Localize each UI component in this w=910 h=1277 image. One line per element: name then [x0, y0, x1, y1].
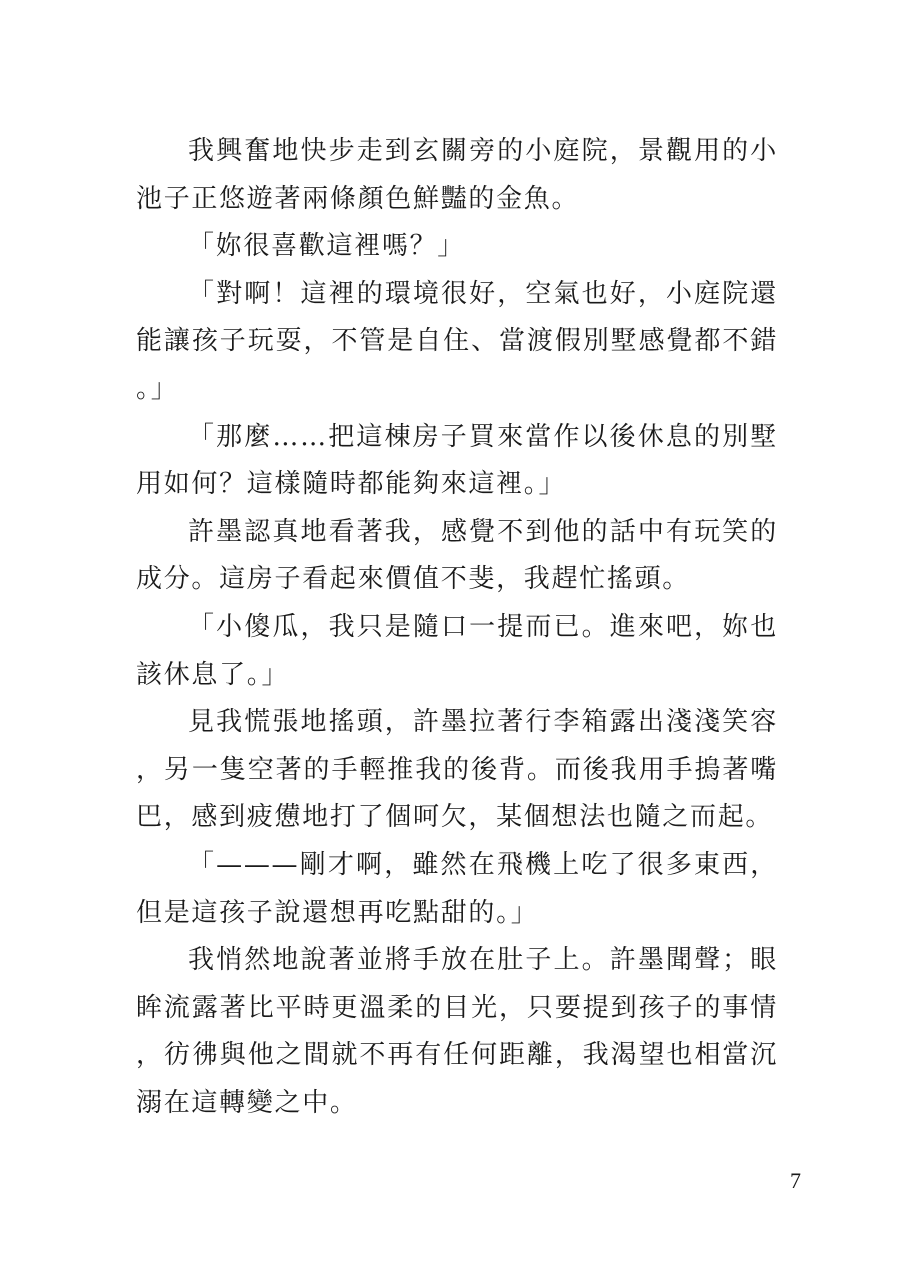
paragraph-4: 「那麼……把這棟房子買來當作以後休息的別墅用如何？這樣隨時都能夠來這裡。」 — [136, 421, 778, 500]
paragraph-1: 我興奮地快步走到玄關旁的小庭院，景觀用的小池子正悠遊著兩條顏色鮮豔的金魚。 — [136, 136, 778, 214]
body-text — [136, 128, 778, 1127]
paragraph-6: 「小傻瓜，我只是隨口一提而已。進來吧，妳也該休息了。」 — [136, 611, 778, 690]
paragraph-3: 「對啊！這裡的環境很好，空氣也好，小庭院還能讓孩子玩耍，不管是自住、當渡假別墅感覺都不錯。」 — [136, 278, 778, 404]
page-number: 7 — [790, 1168, 801, 1193]
paragraph-9: 我悄然地說著並將手放在肚子上。許墨聞聲；眼眸流露著比平時更溫柔的目光，只要提到孩子的事情，彷彿與他之間就不再有任何距離，我渴望也相當沉溺在這轉變之中。 — [136, 945, 778, 1118]
paragraph-5: 許墨認真地看著我，感覺不到他的話中有玩笑的成分。這房子看起來價值不斐，我趕忙搖頭。 — [136, 516, 778, 595]
paragraph-8: 「———剛才啊，雖然在飛機上吃了很多東西，但是這孩子說還想再吃點甜的。」 — [136, 849, 778, 928]
paragraph-2: 「妳很喜歡這裡嗎？」 — [188, 231, 466, 262]
paragraph-7: 見我慌張地搖頭，許墨拉著行李箱露出淺淺笑容，另一隻空著的手輕推我的後背。而後我用手摀著嘴巴，感到疲憊地打了個呵欠，某個想法也隨之而起。 — [136, 707, 778, 833]
